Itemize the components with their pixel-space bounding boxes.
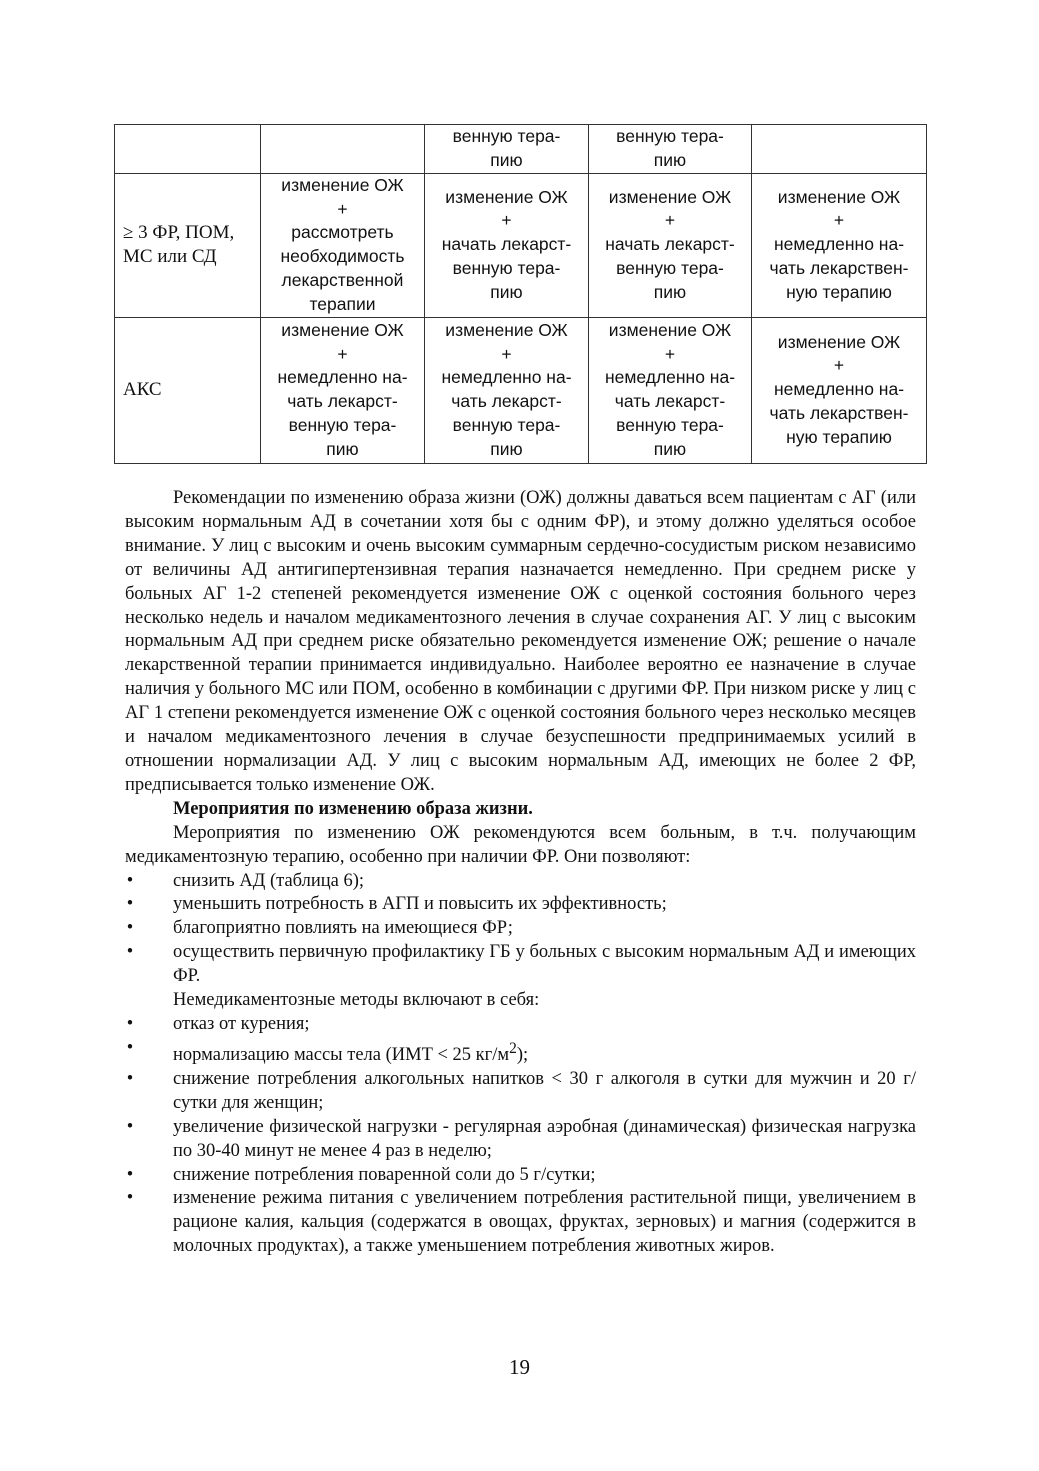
cell-text: венную тера- [452,126,561,146]
cell-text: + [501,210,512,231]
list-item [125,870,916,894]
list-item-text: уменьшить потребность в АГП и повысить их эффективность; [173,894,667,915]
list-item-text: снижение потребления поваренной соли до 5 г/сутки; [173,1164,596,1185]
cell-text: изменение ОЖ [281,319,404,340]
cell-text: венную тера- [288,414,397,435]
cell-text: чать лекарст- [287,391,398,412]
cell-text: венную тера- [616,257,724,278]
paragraph-methods: Немедикаментозные методы включают в себя: [173,990,540,1011]
cell-text: терапии [309,293,376,314]
cell-text: рассмотреть [291,222,394,243]
body-text [125,487,916,1259]
cell-text: + [833,210,845,231]
list-item [125,1013,916,1037]
cell-text: изменение ОЖ [608,186,732,207]
table-row [115,125,927,174]
list-item [125,1037,916,1068]
cell-text: + [664,343,676,364]
benefits-list [125,870,916,990]
list-item [125,917,916,941]
list-item [125,893,916,917]
cell-text: пию [653,149,687,170]
row-header-cell [115,173,261,317]
table-cell [261,173,425,317]
cell-text: ную терапию [786,281,892,302]
list-item-text: благоприятно повлиять на имеющиеся ФР; [173,918,513,939]
cell-text: изменение ОЖ [445,186,568,207]
page-number: 19 [509,1355,530,1379]
bullet-icon: • [126,1013,134,1034]
bullet-icon: • [126,1188,134,1209]
superscript: 2 [509,1039,517,1057]
cell-text: венную тера- [616,126,724,146]
cell-text: пию [326,438,359,459]
cell-text: венную тера- [616,414,724,435]
bullet-icon: • [126,1037,134,1058]
bullet-icon: • [126,1068,134,1089]
paragraph-measures: Мероприятия по изменению ОЖ рекомендуются всем больным, в т.ч. получающим медикаментозную терапию, особенно при наличии ФР. Они позволяют: [125,822,916,867]
cell-text: изменение ОЖ [777,331,901,352]
cell-text: необходимость [280,246,405,267]
bullet-icon: • [126,870,134,891]
row-header-text: МС или СД [123,246,217,268]
table-cell [425,173,589,317]
list-item-text: изменение режима питания с увеличением потребления растительной пищи, увеличением в рационе калия, кальция (содержатся в овощах, фруктах, зерновых) и магния (содержится в молочных продуктах), а также уменьшением потребления животных жиров. [173,1188,916,1257]
cell-text: ную терапию [786,426,892,447]
cell-text: изменение ОЖ [281,174,404,195]
cell-text: немедленно на- [773,379,905,400]
cell-text: чать лекарствен- [769,402,909,423]
cell-text: немедленно на- [604,367,736,388]
table-cell [752,317,927,463]
list-item-text: нормализацию массы тела (ИМТ < 25 кг/м [173,1045,510,1065]
table-cell [589,125,752,174]
list-item-text: отказ от курения; [173,1013,310,1034]
paragraph-recommendations: Рекомендации по изменению образа жизни (ОЖ) должны даваться всем пациентам с АГ (или высоким нормальным АД в сочетании хотя бы с одним ФР), и этому должно уделяться особое внимание. У лиц с высоким и очень высоким суммарным сердечно-сосудистым риском независимо от величины АД антигипертензивная терапия назначается немедленно. При среднем риске у больных АГ 1-2 степеней рекомендуется изменение ОЖ с оценкой состояния больного через несколько недель и началом медикаментозного лечения в случае сохранения АГ. У лиц с высоким нормальным АД при среднем риске обязательно рекомендуется изменение ОЖ; решение о начале лекарственной терапии принимается индивидуально. Наиболее вероятно ее назначение в случае наличия у больного МС или ПОМ, особенно в комбинации с другими ФР. При низком риске у лиц с АГ 1 степени рекомендуется изменение ОЖ с оценкой состояния больного через несколько месяцев и началом медикаментозного лечения в случае безуспешности предпринимаемых усилий в отношении нормализации АД. У лиц с высоким нормальным АД, имеющих не более 2 ФР, предписывается только изменение ОЖ. [125,488,916,795]
cell-text: + [337,343,348,364]
section-heading: Мероприятия по изменению образа жизни. [173,798,533,819]
table-cell [425,317,589,463]
row-header-text: АКС [123,379,162,401]
cell-text: чать лекарствен- [769,257,909,278]
list-item [125,1116,916,1164]
list-item [125,1164,916,1188]
row-header-cell [115,317,261,463]
risk-treatment-table [114,124,927,464]
table-cell [589,317,752,463]
table-row [115,173,927,317]
cell-text: изменение ОЖ [777,186,901,207]
table-cell [261,125,425,174]
methods-list [125,1013,916,1259]
table-cell [425,125,589,174]
list-item [125,1187,916,1259]
table-cell [752,125,927,174]
cell-text: венную тера- [452,414,561,435]
cell-text: изменение ОЖ [608,319,732,340]
bullet-icon: • [126,894,134,915]
list-item-text: осуществить первичную профилактику ГБ у больных с высоким нормальным АД и имеющих ФР. [173,942,916,987]
row-header-text: ≥ 3 ФР, ПОМ, [123,222,235,244]
cell-text: немедленно на- [773,234,905,255]
cell-text: чать лекарст- [614,391,726,412]
bullet-icon: • [126,918,134,939]
table-cell [261,317,425,463]
cell-text: немедленно на- [441,367,572,388]
bullet-icon: • [126,942,134,963]
list-item [125,941,916,989]
cell-text: пию [490,281,523,302]
cell-text: пию [653,438,687,459]
list-item-text: снизить АД (таблица 6); [173,870,365,891]
cell-text: + [337,198,348,219]
cell-text: пию [490,149,523,170]
cell-text: начать лекарст- [605,234,735,255]
cell-text: венную тера- [452,257,561,278]
list-item-text: увеличение физической нагрузки - регулярная аэробная (динамическая) физическая нагрузка по 30-40 минут не менее 4 раз в неделю; [173,1116,916,1161]
cell-text: + [833,355,845,376]
cell-text: чать лекарст- [451,391,562,412]
list-item-text: снижение потребления алкогольных напитков < 30 г алкоголя в сутки для мужчин и 20 г/сутки для женщин; [173,1068,916,1113]
bullet-icon: • [126,1116,134,1137]
table-cell [752,173,927,317]
cell-text: начать лекарст- [441,234,572,255]
cell-text: немедленно на- [277,367,408,388]
list-item [125,1068,916,1116]
table-cell [115,125,261,174]
cell-text: изменение ОЖ [445,319,568,340]
list-item-text: ); [516,1045,529,1065]
cell-text: + [501,343,512,364]
cell-text: + [664,210,676,231]
cell-text: пию [653,281,687,302]
cell-text: лекарственной [281,269,404,290]
table-cell [589,173,752,317]
table-row [115,317,927,463]
cell-text: пию [490,438,523,459]
bullet-icon: • [126,1164,134,1185]
